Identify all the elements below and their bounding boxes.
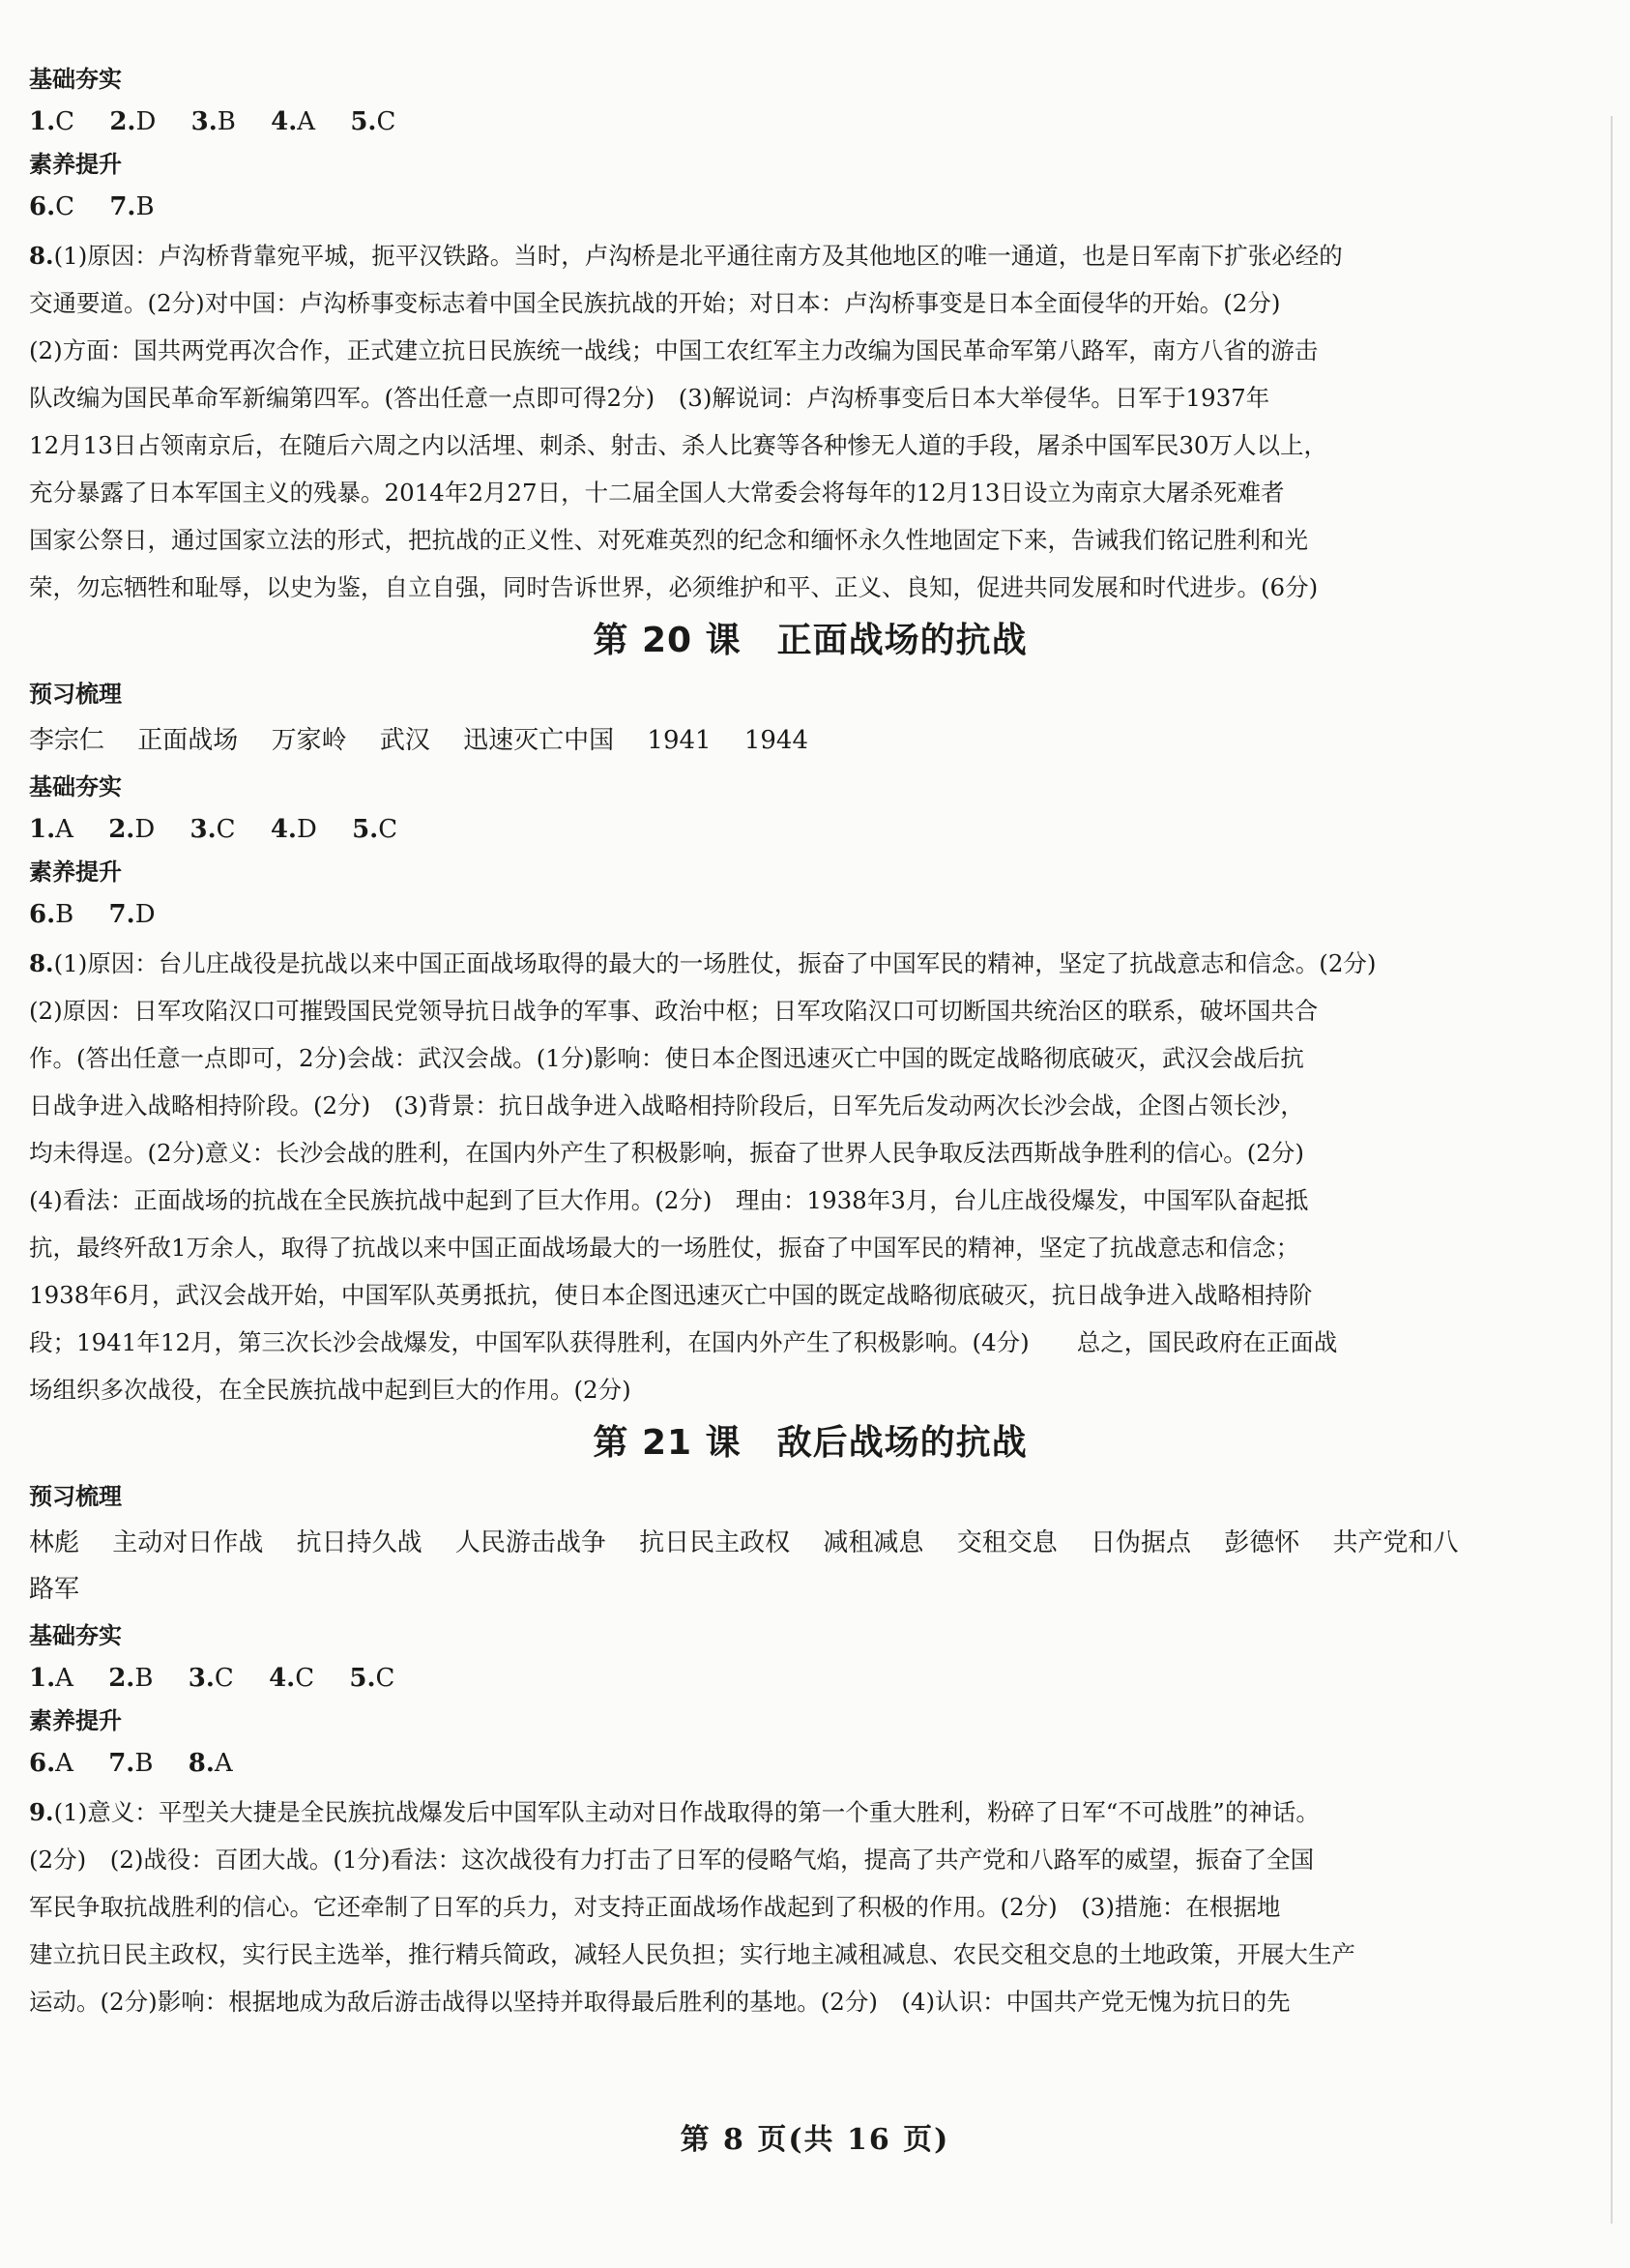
answer-line: 抗，最终歼敌1万余人，取得了抗战以来中国正面战场最大的一场胜仗，振奋了中国军民的精神，坚定了抗战意志和信念； xyxy=(29,1234,1300,1262)
answer-item: 5.C xyxy=(349,1664,395,1693)
answer-item: 7.B xyxy=(108,1749,154,1778)
section-heading-basic: 基础夯实 xyxy=(29,66,122,93)
section-heading-improve: 素养提升 xyxy=(29,151,122,178)
page-number: 第 8 页(共 16 页) xyxy=(680,2123,950,2157)
answer-line: (2)方面：国共两党再次合作，正式建立抗日民族统一战线；中国工农红军主力改编为国民革命军第八路军，南方八省的游击 xyxy=(29,336,1319,364)
section-heading-preview: 预习梳理 xyxy=(29,1483,122,1510)
term: 1944 xyxy=(743,726,809,755)
answer-item: 6.A xyxy=(29,1749,73,1778)
answer-item: 2.B xyxy=(108,1664,154,1693)
answer-item: 1.A xyxy=(29,1664,73,1693)
lesson-title: 第 20 课 正面战场的抗战 xyxy=(593,621,1028,660)
answer-line: 9.(1)意义：平型关大捷是全民族抗战爆发后中国军队主动对日作战取得的第一个重大胜利，粉碎了日军“不可战胜”的神话。 xyxy=(29,1798,1320,1826)
term-list xyxy=(29,1520,1591,1566)
answer-line: 荣，勿忘牺牲和耻辱，以史为鉴，自立自强，同时告诉世界，必须维护和平、正义、良知，促进共同发展和时代进步。(6分) xyxy=(29,573,1319,601)
answer-line: 均未得逞。(2分)意义：长沙会战的胜利，在国内外产生了积极影响，振奋了世界人民争取反法西斯战争胜利的信心。(2分) xyxy=(29,1139,1304,1167)
answer-item: 5.C xyxy=(350,107,396,136)
answer-item: 3.B xyxy=(190,107,236,136)
answer-line: 队改编为国民革命军新编第四军。(答出任意一点即可得2分) (3)解说词：卢沟桥事变后日本大举侵华。日军于1937年 xyxy=(29,384,1270,412)
term: 迅速灭亡中国 xyxy=(463,726,615,755)
answer-row xyxy=(29,1744,1591,1783)
answer-item: 1.A xyxy=(29,815,73,844)
answer-line: 建立抗日民主政权，实行民主选举，推行精兵简政，减轻人民负担；实行地主减租减息、农民交租交息的土地政策，开展大生产 xyxy=(29,1940,1355,1968)
page-edge-divider xyxy=(1611,116,1613,2224)
answer-item: 3.C xyxy=(189,815,236,844)
answer-row xyxy=(29,102,1591,141)
term: 路军 xyxy=(29,1575,80,1604)
answer-line: 8.(1)原因：卢沟桥背靠宛平城，扼平汉铁路。当时，卢沟桥是北平通往南方及其他地区的唯一通道，也是日军南下扩张必经的 xyxy=(29,242,1343,270)
section-heading-improve: 素养提升 xyxy=(29,858,122,886)
question-8-answer xyxy=(29,232,1591,611)
answer-line: (2)原因：日军攻陷汉口可摧毁国民党领导抗日战争的军事、政治中枢；日军攻陷汉口可切断国共统治区的联系，破坏国共合 xyxy=(29,997,1319,1025)
answer-item: 5.C xyxy=(352,815,398,844)
answer-line: 交通要道。(2分)对中国：卢沟桥事变标志着中国全民族抗战的开始；对日本：卢沟桥事变是日本全面侵华的开始。(2分) xyxy=(29,289,1281,317)
answer-item: 6.C xyxy=(29,192,75,221)
answer-item: 3.C xyxy=(188,1664,234,1693)
answer-item: 1.C xyxy=(29,107,75,136)
answer-item: 4.C xyxy=(269,1664,315,1693)
answer-item: 4.A xyxy=(271,107,316,136)
term: 日伪据点 xyxy=(1090,1528,1191,1557)
answer-item: 2.D xyxy=(109,107,157,136)
answer-item: 4.D xyxy=(270,815,317,844)
answer-item: 8.A xyxy=(188,1749,233,1778)
answer-row xyxy=(29,188,1591,226)
answer-line: 日战争进入战略相持阶段。(2分) (3)背景：抗日战争进入战略相持阶段后，日军先后发动两次长沙会战，企图占领长沙， xyxy=(29,1091,1304,1119)
answer-row xyxy=(29,895,1591,934)
term: 李宗仁 xyxy=(29,726,105,755)
question-8-answer xyxy=(29,940,1591,1413)
answer-line: 12月13日占领南京后，在随后六周之内以活埋、刺杀、射击、杀人比赛等各种惨无人道的手段，屠杀中国军民30万人以上， xyxy=(29,431,1328,459)
section-heading-improve: 素养提升 xyxy=(29,1707,122,1734)
answer-line: 8.(1)原因：台儿庄战役是抗战以来中国正面战场取得的最大的一场胜仗，振奋了中国军民的精神，坚定了抗战意志和信念。(2分) xyxy=(29,949,1377,977)
answer-row xyxy=(29,810,1591,849)
answer-line: 1938年6月，武汉会战开始，中国军队英勇抵抗，使日本企图迅速灭亡中国的既定战略彻底破灭，抗日战争进入战略相持阶 xyxy=(29,1281,1313,1309)
answer-page xyxy=(29,56,1591,2025)
term-list xyxy=(29,717,1591,764)
answer-row xyxy=(29,1659,1591,1698)
answer-line: (4)看法：正面战场的抗战在全民族抗战中起到了巨大作用。(2分) 理由：1938年3月，台儿庄战役爆发，中国军队奋起抵 xyxy=(29,1186,1309,1214)
answer-line: 作。(答出任意一点即可，2分)会战：武汉会战。(1分)影响：使日本企图迅速灭亡中国的既定战略彻底破灭，武汉会战后抗 xyxy=(29,1044,1304,1072)
lesson-title: 第 21 课 敌后战场的抗战 xyxy=(593,1423,1028,1463)
term: 抗日民主政权 xyxy=(639,1528,791,1557)
term: 主动对日作战 xyxy=(112,1528,264,1557)
answer-item: 7.D xyxy=(108,900,156,929)
answer-item: 7.B xyxy=(109,192,155,221)
term: 交租交息 xyxy=(956,1528,1058,1557)
answer-item: 2.D xyxy=(108,815,156,844)
answer-line: 段；1941年12月，第三次长沙会战爆发，中国军队获得胜利，在国内外产生了积极影响。(4分) 总之，国民政府在正面战 xyxy=(29,1328,1338,1356)
term: 林彪 xyxy=(29,1528,80,1557)
term: 抗日持久战 xyxy=(296,1528,422,1557)
question-9-answer xyxy=(29,1788,1591,2025)
term-list-continued xyxy=(29,1566,1591,1613)
answer-line: 运动。(2分)影响：根据地成为敌后游击战得以坚持并取得最后胜利的基地。(2分) (4)认识：中国共产党无愧为抗日的先 xyxy=(29,1988,1291,2016)
term: 共产党和八 xyxy=(1332,1528,1459,1557)
section-heading-preview: 预习梳理 xyxy=(29,681,122,708)
term: 正面战场 xyxy=(137,726,239,755)
term: 彭德怀 xyxy=(1224,1528,1300,1557)
term: 人民游击战争 xyxy=(454,1528,606,1557)
term: 万家岭 xyxy=(271,726,347,755)
section-heading-basic: 基础夯实 xyxy=(29,773,122,800)
answer-line: (2分) (2)战役：百团大战。(1分)看法：这次战役有力打击了日军的侵略气焰，提高了共产党和八路军的威望，振奋了全国 xyxy=(29,1846,1315,1874)
term: 1941 xyxy=(647,726,712,755)
answer-line: 国家公祭日，通过国家立法的形式，把抗战的正义性、对死难英烈的纪念和缅怀永久性地固定下来，告诫我们铭记胜利和光 xyxy=(29,526,1308,554)
term: 武汉 xyxy=(379,726,430,755)
term: 减租减息 xyxy=(823,1528,924,1557)
answer-line: 军民争取抗战胜利的信心。它还牵制了日军的兵力，对支持正面战场作战起到了积极的作用。(2分) (3)措施：在根据地 xyxy=(29,1893,1281,1921)
answer-item: 6.B xyxy=(29,900,74,929)
answer-line: 充分暴露了日本军国主义的残暴。2014年2月27日，十二届全国人大常委会将每年的12月13日设立为南京大屠杀死难者 xyxy=(29,479,1285,507)
answer-line: 场组织多次战役，在全民族抗战中起到巨大的作用。(2分) xyxy=(29,1376,631,1404)
section-heading-basic: 基础夯实 xyxy=(29,1622,122,1649)
